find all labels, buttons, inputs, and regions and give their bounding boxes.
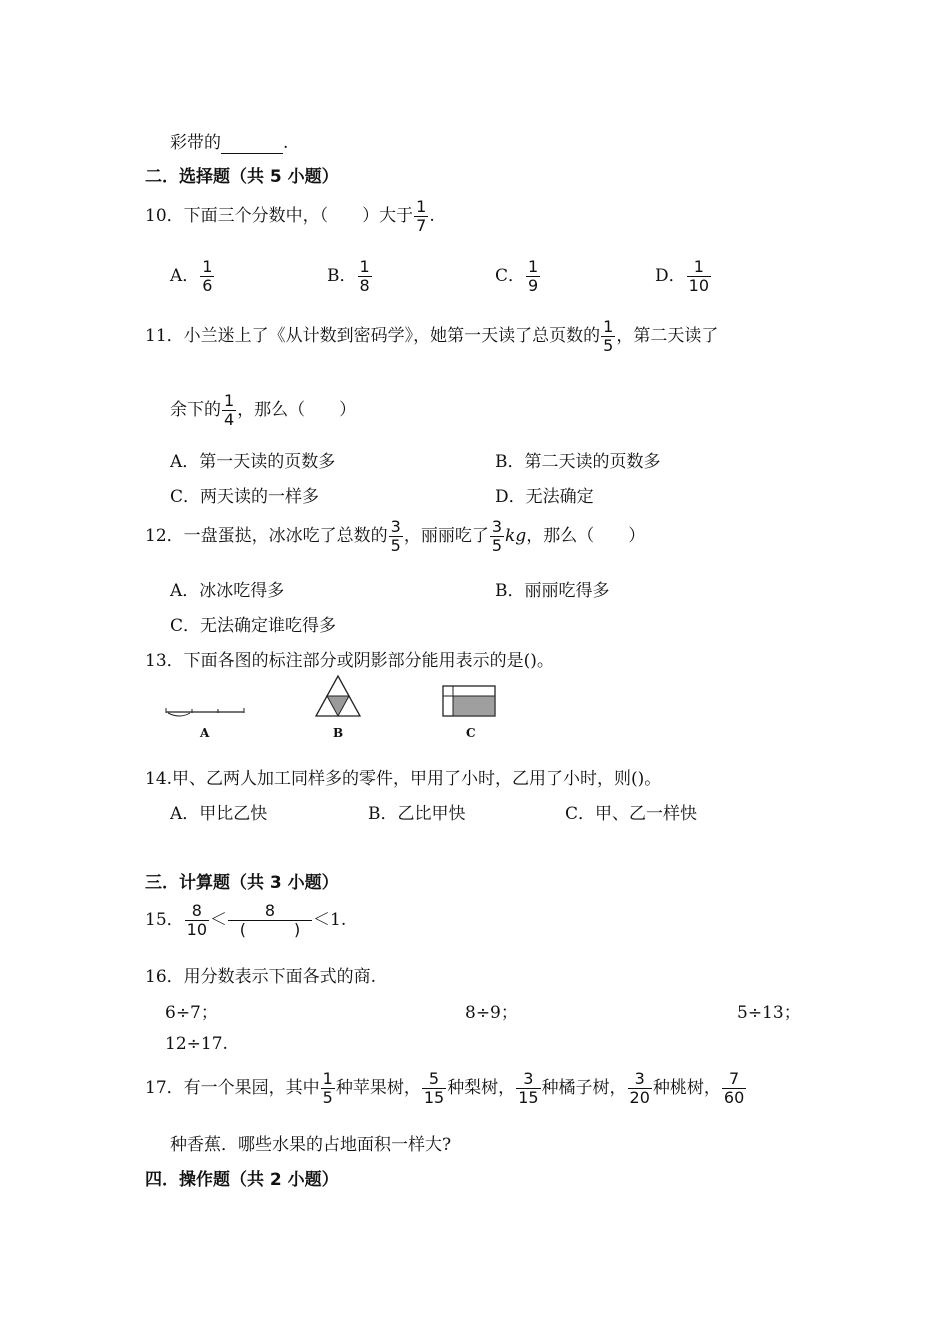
q16-stem: 16．用分数表示下面各式的商.	[145, 967, 377, 987]
figure-a-label: A	[200, 726, 210, 740]
q12-stem: 12．一盘蛋挞，冰冰吃了总数的 $\frac{3}{5}$ ，丽丽吃了 $\frac{3}{5}$ kg，那么（ ）	[145, 517, 646, 555]
q16-item-2: 8÷9；	[465, 1003, 518, 1023]
q16-item-1: 6÷7；	[165, 1003, 218, 1023]
q15-answer-fraction[interactable]: $\frac{8}{( )}$	[228, 902, 312, 939]
figure-a-segment[interactable]	[166, 708, 244, 716]
q12-option-c[interactable]: C．无法确定谁吃得多	[170, 616, 337, 636]
q16-item-4: 12÷17.	[165, 1034, 228, 1054]
q11-stem-line2: 余下的 $\frac{1}{4}$ ，那么（ ）	[170, 391, 357, 429]
q14-option-c[interactable]: C．甲、乙一样快	[565, 804, 698, 824]
q11-option-d[interactable]: D．无法确定	[495, 487, 594, 507]
figure-b-label: B	[333, 726, 344, 740]
section-title-choice: 二．选择题（共 5 小题）	[145, 167, 339, 187]
q9-continuation: 彩带的 .	[170, 133, 289, 153]
section-title-calc: 三．计算题（共 3 小题）	[145, 873, 339, 893]
q14-option-b[interactable]: B．乙比甲快	[368, 804, 466, 824]
fraction: $\frac{1}{7}$	[416, 197, 427, 235]
q17-stem: 17．有一个果园，其中 $\frac{1}{5}$ 种苹果树， $\frac{5}{15}$ 种梨树， $\frac{3}{15}$ 种橘子树， $\frac{3}{20}$ 种桃树， $\frac{7}{60}$	[145, 1069, 745, 1107]
q10-option-c[interactable]: C． $\frac{1}{9}$	[495, 257, 539, 295]
figure-c-rectangle[interactable]	[443, 686, 495, 716]
q13-stem: 13．下面各图的标注部分或阴影部分能用表示的是()。	[145, 651, 554, 671]
q10-stem: 10．下面三个分数中，（ ）大于 $\frac{1}{7}$ .	[145, 197, 435, 235]
q14-stem: 14.甲、乙两人加工同样多的零件，甲用了小时，乙用了小时，则()。	[145, 769, 662, 789]
figure-c-label: C	[466, 726, 476, 740]
q13-figures	[160, 672, 520, 724]
q9-text: 彩带的	[170, 133, 221, 153]
q11-option-a[interactable]: A．第一天读的页数多	[170, 452, 336, 472]
q12-option-b[interactable]: B．丽丽吃得多	[495, 581, 610, 601]
q11-option-b[interactable]: B．第二天读的页数多	[495, 452, 661, 472]
q11-stem: 11．小兰迷上了《从计数到密码学》，她第一天读了总页数的 $\frac{1}{5}$ ，第二天读了	[145, 317, 719, 355]
q10-option-a[interactable]: A． $\frac{1}{6}$	[170, 257, 213, 295]
q11-option-c[interactable]: C．两天读的一样多	[170, 487, 320, 507]
figure-b-triangle[interactable]	[316, 676, 360, 716]
q16-item-3: 5÷13；	[737, 1003, 801, 1023]
answer-blank[interactable]	[221, 133, 283, 154]
q17-stem-line2: 种香蕉．哪些水果的占地面积一样大?	[170, 1135, 452, 1155]
section-title-operation: 四．操作题（共 2 小题）	[145, 1170, 339, 1190]
q12-option-a[interactable]: A．冰冰吃得多	[170, 581, 285, 601]
q15-expression: 15． $\frac{8}{10}$ ＜ $\frac{8}{( )}$ ＜1.	[145, 901, 347, 939]
q10-option-d[interactable]: D． $\frac{1}{10}$	[655, 257, 709, 295]
q14-option-a[interactable]: A．甲比乙快	[170, 804, 268, 824]
q10-option-b[interactable]: B． $\frac{1}{8}$	[327, 257, 370, 295]
